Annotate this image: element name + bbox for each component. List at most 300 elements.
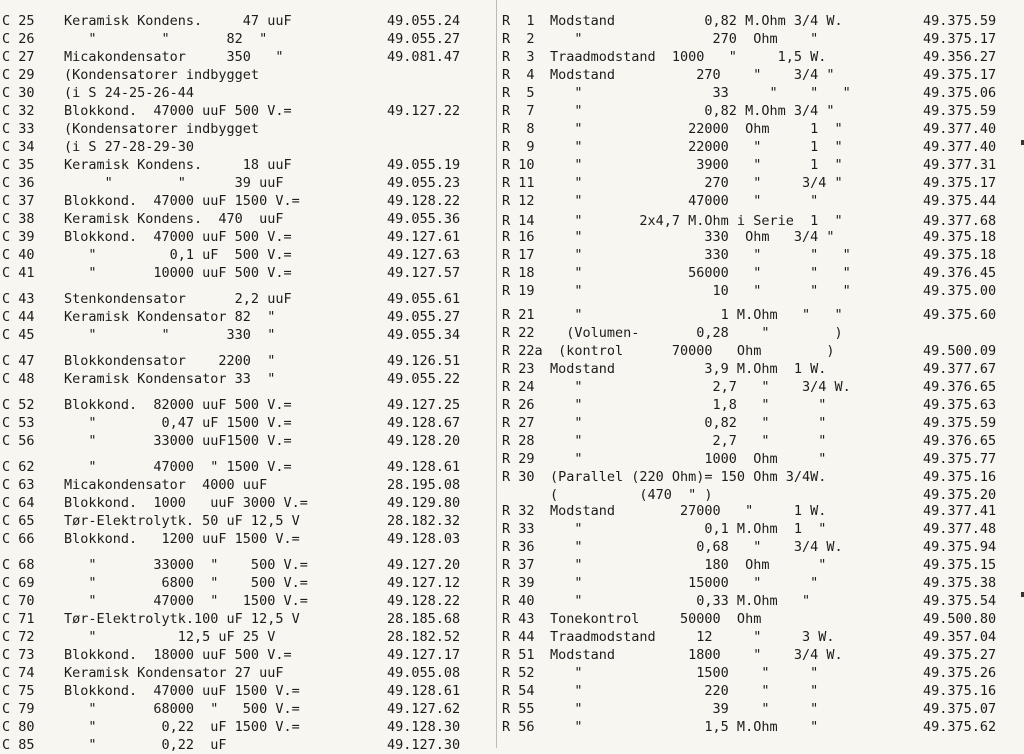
list-item [502,342,1024,360]
list-item [502,192,1024,210]
component-description: " 10000 uuF 500 V.= [64,265,292,281]
component-description: " 10 " " " [550,283,851,299]
component-ref: C 25 [2,13,35,29]
component-ref: C 41 [2,265,35,281]
component-description: Keramisk Kondensator 33 " [64,371,276,387]
component-ref: R 16 [502,229,535,245]
list-item [502,378,1024,396]
component-ref: C 80 [2,719,35,735]
list-item [0,120,500,138]
component-description: " 47000 " 1500 V.= [64,593,308,609]
component-ref: C 75 [2,683,35,699]
part-number: 49.357.04 [923,629,997,645]
component-description: " 0,82 " " [550,415,827,431]
component-description: " 1 M.Ohm " " [550,307,843,323]
list-item [502,120,1024,138]
list-item [0,494,500,512]
list-item [502,66,1024,84]
component-description: Tonekontrol 50000 Ohm [550,611,762,627]
part-number: 49.375.60 [923,307,997,323]
component-description: Blokkond. 47000 uuF 1500 V.= [64,683,300,699]
component-description: Modstand 27000 " 1 W. [550,503,827,519]
component-description: Blokkond. 47000 uuF 500 V.= [64,229,292,245]
component-ref: C 71 [2,611,35,627]
component-description: Keramisk Kondens. 47 uuF [64,13,292,29]
part-number: 49.375.54 [923,593,997,609]
component-description: " 22000 Ohm 1 " [550,121,843,137]
part-number: 49.375.17 [923,31,997,47]
component-ref: C 79 [2,701,35,717]
component-description: Modstand 270 " 3/4 " [550,67,835,83]
component-description: " 6800 " 500 V.= [64,575,308,591]
component-description: " 3900 " 1 " [550,157,843,173]
component-ref: R 36 [502,539,535,555]
list-item [502,396,1024,414]
component-description: " 1500 " " [550,665,819,681]
component-description: Modstand 1800 " 3/4 W. [550,647,843,663]
part-number: 49.127.63 [387,247,461,263]
list-item [502,156,1024,174]
list-item [502,502,1024,520]
component-description: Blokkondensator 2200 " [64,353,276,369]
list-item [502,592,1024,610]
part-number: 49.128.03 [387,531,461,547]
list-item [0,628,500,646]
part-number: 49.128.30 [387,719,461,735]
part-number: 49.377.40 [923,121,997,137]
component-ref: C 53 [2,415,35,431]
component-description: " 0,22 uF 1500 V.= [64,719,300,735]
list-item [0,30,500,48]
part-number: 49.500.80 [923,611,997,627]
component-description: " 2,7 " " [550,433,827,449]
part-number: 49.375.18 [923,247,997,263]
component-description: " 33000 uuF1500 V.= [64,433,292,449]
list-item [0,476,500,494]
component-ref: R 44 [502,629,535,645]
part-number: 49.128.20 [387,433,461,449]
component-description: Modstand 0,82 M.Ohm 3/4 W. [550,13,843,29]
list-item [0,264,500,282]
component-ref: R 8 [502,121,535,137]
component-description: Keramisk Kondens. 18 uuF [64,157,292,173]
component-description: " 2,7 " 3/4 W. [550,379,851,395]
component-description: Micakondensator 350 " [64,49,284,65]
part-number: 49.055.36 [387,211,461,227]
component-description: (Parallel (220 Ohm)= 150 Ohm 3/4W. [550,469,827,485]
component-ref: C 43 [2,291,35,307]
part-number: 49.377.31 [923,157,997,173]
component-description: " 0,22 uF [64,737,227,753]
component-ref: R 22 [502,325,535,341]
component-ref: C 85 [2,737,35,753]
part-number: 49.375.18 [923,229,997,245]
component-description: " 0,68 " 3/4 W. [550,539,843,555]
list-item [0,592,500,610]
list-item [502,360,1024,378]
component-ref: C 52 [2,397,35,413]
component-ref: R 21 [502,307,535,323]
component-ref: R 33 [502,521,535,537]
list-item [0,414,500,432]
component-ref: C 36 [2,175,35,191]
list-item [502,282,1024,300]
list-item [502,138,1024,156]
component-ref: R 19 [502,283,535,299]
component-ref: C 38 [2,211,35,227]
part-number: 49.055.27 [387,31,461,47]
component-ref: R 22a [502,343,543,359]
component-ref: C 33 [2,121,35,137]
list-item [502,664,1024,682]
component-description: (Volumen- 0,28 " ) [550,325,843,341]
component-description: " 1000 Ohm " [550,451,827,467]
component-ref: R 51 [502,647,535,663]
part-number: 49.055.22 [387,371,461,387]
part-number: 49.377.67 [923,361,997,377]
part-number: 49.055.23 [387,175,461,191]
component-description: Stenkondensator 2,2 uuF [64,291,292,307]
component-ref: C 68 [2,557,35,573]
list-item [502,324,1024,342]
component-ref: R 55 [502,701,535,717]
part-number: 49.375.59 [923,103,997,119]
list-item [0,174,500,192]
component-ref: C 72 [2,629,35,645]
component-ref: R 10 [502,157,535,173]
part-number: 49.127.20 [387,557,461,573]
component-ref: C 70 [2,593,35,609]
list-item [0,138,500,156]
list-item [0,664,500,682]
list-item [502,538,1024,556]
list-item [502,628,1024,646]
list-item [0,700,500,718]
part-number: 49.128.61 [387,683,461,699]
part-number: 49.375.62 [923,719,997,735]
part-number: 49.500.09 [923,343,997,359]
list-item [0,432,500,450]
component-description: Blokkond. 47000 uuF 500 V.= [64,103,292,119]
component-ref: C 56 [2,433,35,449]
part-number: 49.081.47 [387,49,461,65]
part-number: 49.127.22 [387,103,461,119]
list-item [0,736,500,754]
component-description: " 68000 " 500 V.= [64,701,300,717]
part-number: 49.376.65 [923,433,997,449]
list-item [0,396,500,414]
part-number: 28.182.32 [387,513,461,529]
component-ref: C 29 [2,67,35,83]
list-item [502,102,1024,120]
part-number: 49.127.61 [387,229,461,245]
component-description: " 330 Ohm 3/4 " [550,229,835,245]
component-description: Blokkond. 18000 uuF 500 V.= [64,647,292,663]
list-item [502,682,1024,700]
list-item [502,450,1024,468]
list-item [0,718,500,736]
component-ref: R 18 [502,265,535,281]
component-description: " 0,47 uF 1500 V.= [64,415,292,431]
component-description: " 330 " " " [550,247,851,263]
component-ref: C 64 [2,495,35,511]
part-number: 49.375.00 [923,283,997,299]
component-description: (Kondensatorer indbygget [64,67,260,83]
list-item [0,326,500,344]
list-item [0,12,500,30]
part-number: 49.375.17 [923,175,997,191]
part-number: 49.375.27 [923,647,997,663]
component-ref: C 44 [2,309,35,325]
list-item [0,352,500,370]
part-number: 49.375.20 [923,487,997,503]
component-ref: R 43 [502,611,535,627]
list-item [502,174,1024,192]
component-description: " 12,5 uF 25 V [64,629,276,645]
component-ref: R 56 [502,719,535,735]
component-description: " 0,33 M.Ohm " [550,593,811,609]
component-ref: R 17 [502,247,535,263]
component-ref: C 26 [2,31,35,47]
component-ref: C 47 [2,353,35,369]
component-ref: C 35 [2,157,35,173]
part-number: 49.375.06 [923,85,997,101]
part-number: 49.375.59 [923,13,997,29]
list-item [502,84,1024,102]
list-item [502,12,1024,30]
component-ref: C 66 [2,531,35,547]
component-description: " 15000 " " [550,575,819,591]
component-ref: C 27 [2,49,35,65]
component-description: Keramisk Kondens. 470 uuF [64,211,284,227]
list-item [0,682,500,700]
part-number: 49.377.68 [923,213,997,229]
component-description: Keramisk Kondensator 27 uuF [64,665,284,681]
component-description: Traadmodstand 12 " 3 W. [550,629,835,645]
list-item [0,228,500,246]
component-ref: C 45 [2,327,35,343]
part-number: 28.185.68 [387,611,461,627]
component-ref: C 73 [2,647,35,663]
list-item [0,646,500,664]
component-ref: C 30 [2,85,35,101]
component-ref: R 27 [502,415,535,431]
component-description: Tør-Elektrolytk. 50 uF 12,5 V [64,513,300,529]
component-ref: R 28 [502,433,535,449]
component-description: " " 39 uuF [64,175,284,191]
list-item [0,308,500,326]
part-number: 49.055.24 [387,13,461,29]
component-description: " 1,5 M.Ohm " [550,719,819,735]
component-description: " " 82 " [64,31,268,47]
component-description: Keramisk Kondensator 82 " [64,309,276,325]
list-item [0,66,500,84]
component-description: " 2x4,7 M.Ohm i Serie 1 " [550,213,843,229]
component-ref: R 14 [502,213,535,229]
list-item [0,210,500,228]
part-number: 49.127.25 [387,397,461,413]
component-description: " 47000 " " [550,193,819,209]
component-ref: R 29 [502,451,535,467]
component-ref: C 37 [2,193,35,209]
part-number: 49.375.07 [923,701,997,717]
list-item [502,610,1024,628]
component-ref: R 11 [502,175,535,191]
list-item [502,48,1024,66]
component-ref: R 40 [502,593,535,609]
list-item [0,48,500,66]
component-ref: C 39 [2,229,35,245]
component-ref: C 48 [2,371,35,387]
part-number: 49.375.26 [923,665,997,681]
list-item [502,30,1024,48]
list-item [0,574,500,592]
list-item [502,520,1024,538]
component-description: ( (470 " ) [550,487,713,503]
part-number: 49.128.61 [387,459,461,475]
list-item [502,574,1024,592]
component-ref: C 62 [2,459,35,475]
component-description: Traadmodstand 1000 " 1,5 W. [550,49,827,65]
component-description: " 270 " 3/4 " [550,175,843,191]
part-number: 49.128.67 [387,415,461,431]
component-description: " 180 Ohm " [550,557,827,573]
component-description: " 56000 " " " [550,265,851,281]
component-description: " " 330 " [64,327,276,343]
list-item [502,432,1024,450]
component-ref: R 23 [502,361,535,377]
list-item [502,306,1024,324]
part-number: 49.375.77 [923,451,997,467]
component-ref: R 1 [502,13,535,29]
component-description: " 33000 " 500 V.= [64,557,308,573]
component-ref: R 24 [502,379,535,395]
component-description: (i S 27-28-29-30 [64,139,195,155]
component-description: (kontrol 70000 Ohm ) [550,343,835,359]
part-number: 49.127.30 [387,737,461,753]
list-item [502,246,1024,264]
part-number: 49.128.22 [387,193,461,209]
component-ref: C 40 [2,247,35,263]
part-number: 49.128.22 [387,593,461,609]
list-item [502,264,1024,282]
component-ref: R 4 [502,67,535,83]
list-item [0,512,500,530]
part-number: 28.182.52 [387,629,461,645]
part-number: 49.375.63 [923,397,997,413]
component-ref: R 3 [502,49,535,65]
list-item [0,370,500,388]
component-ref: C 74 [2,665,35,681]
list-item [0,84,500,102]
component-description: " 270 Ohm " [550,31,819,47]
list-item [0,556,500,574]
component-ref: R 26 [502,397,535,413]
component-ref: C 65 [2,513,35,529]
component-ref: R 5 [502,85,535,101]
component-description: " 0,1 uF 500 V.= [64,247,292,263]
list-item [0,458,500,476]
list-item [0,102,500,120]
part-number: 49.055.27 [387,309,461,325]
part-number: 28.195.08 [387,477,461,493]
part-number: 49.375.44 [923,193,997,209]
component-ref: R 37 [502,557,535,573]
component-description: " 220 " " [550,683,819,699]
list-item [502,646,1024,664]
list-item [502,414,1024,432]
component-description: Blokkond. 1000 uuF 3000 V.= [64,495,308,511]
part-number: 49.127.62 [387,701,461,717]
component-description: Blokkond. 82000 uuF 500 V.= [64,397,292,413]
part-number: 49.375.17 [923,67,997,83]
list-item [502,228,1024,246]
list-item [0,290,500,308]
component-description: Blokkond. 1200 uuF 1500 V.= [64,531,300,547]
part-number: 49.127.17 [387,647,461,663]
list-item [502,468,1024,486]
component-description: " 22000 " 1 " [550,139,843,155]
component-description: Modstand 3,9 M.Ohm 1 W. [550,361,827,377]
part-number: 49.375.94 [923,539,997,555]
part-number: 49.126.51 [387,353,461,369]
part-number: 49.055.08 [387,665,461,681]
list-item [0,156,500,174]
component-ref: R 32 [502,503,535,519]
component-ref: R 30 [502,469,535,485]
component-ref: C 69 [2,575,35,591]
part-number: 49.055.34 [387,327,461,343]
part-number: 49.127.12 [387,575,461,591]
part-number: 49.356.27 [923,49,997,65]
component-description: " 33 " " " [550,85,851,101]
part-number: 49.377.48 [923,521,997,537]
component-description: " 39 " " [550,701,819,717]
list-item [0,246,500,264]
part-number: 49.375.16 [923,683,997,699]
component-ref: R 54 [502,683,535,699]
part-number: 49.375.38 [923,575,997,591]
component-description: " 47000 " 1500 V.= [64,459,292,475]
component-description: Blokkond. 47000 uuF 1500 V.= [64,193,300,209]
list-item [502,556,1024,574]
component-ref: R 12 [502,193,535,209]
component-description: Micakondensator 4000 uuF [64,477,268,493]
part-number: 49.375.16 [923,469,997,485]
part-number: 49.376.65 [923,379,997,395]
part-number: 49.377.40 [923,139,997,155]
list-item [0,192,500,210]
component-description: " 0,1 M.Ohm 1 " [550,521,827,537]
component-ref: R 52 [502,665,535,681]
component-description: Tør-Elektrolytk.100 uF 12,5 V [64,611,300,627]
part-number: 49.127.57 [387,265,461,281]
component-ref: C 34 [2,139,35,155]
part-number: 49.375.15 [923,557,997,573]
part-number: 49.055.61 [387,291,461,307]
component-ref: C 63 [2,477,35,493]
component-ref: R 2 [502,31,535,47]
part-number: 49.129.80 [387,495,461,511]
component-ref: R 7 [502,103,535,119]
list-item [502,718,1024,736]
part-number: 49.375.59 [923,415,997,431]
part-number: 49.377.41 [923,503,997,519]
component-ref: R 9 [502,139,535,155]
component-description: (Kondensatorer indbygget [64,121,260,137]
part-number: 49.055.19 [387,157,461,173]
component-description: " 1,8 " " [550,397,827,413]
